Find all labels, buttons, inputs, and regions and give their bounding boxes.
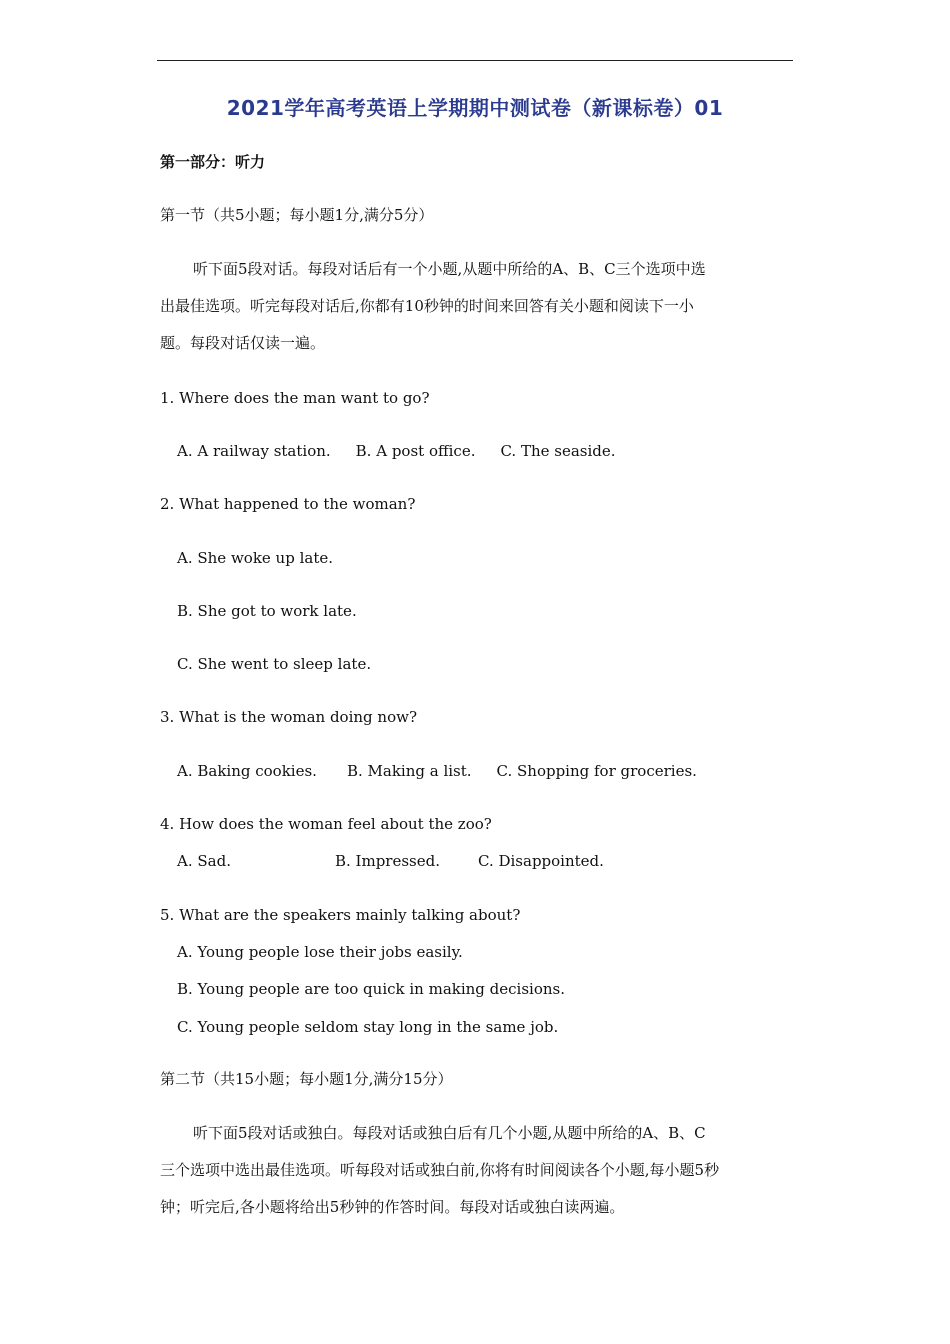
- question-4: 4. How does the woman feel about the zoo?: [160, 815, 492, 833]
- header-rule: [157, 60, 793, 61]
- option: B. Making a list.: [346, 762, 472, 780]
- option: A. Sad.: [177, 852, 231, 870]
- option: A. She woke up late.: [177, 549, 333, 567]
- section1-instruction-line: 出最佳选项。听完每段对话后,你都有10秒钟的时间来回答有关小题和阅读下一小: [160, 297, 694, 315]
- document-title: 2021学年高考英语上学期期中测试卷（新课标卷）01: [226, 96, 724, 120]
- section1-instruction-line: 听下面5段对话。每段对话后有一个小题,从题中所给的A、B、C三个选项中选: [193, 260, 706, 278]
- question-1: 1. Where does the man want to go?: [160, 389, 430, 407]
- option: A. Young people lose their jobs easily.: [177, 943, 463, 961]
- question-5: 5. What are the speakers mainly talking about?: [160, 906, 521, 924]
- option: C. Young people seldom stay long in the same job.: [177, 1018, 559, 1036]
- question-3: 3. What is the woman doing now?: [160, 708, 417, 726]
- part1-heading: 第一部分：听力: [160, 153, 266, 171]
- option: C. She went to sleep late.: [177, 655, 372, 673]
- option: C. Disappointed.: [478, 852, 604, 870]
- option: B. A post office.: [355, 442, 476, 460]
- option: B. She got to work late.: [177, 602, 357, 620]
- section2-heading: 第二节（共15小题；每小题1分,满分15分）: [160, 1070, 453, 1088]
- question-3-options: [177, 761, 697, 781]
- option: B. Impressed.: [335, 852, 440, 870]
- section2-instruction-line: 钟；听完后,各小题将给出5秒钟的作答时间。每段对话或独白读两遍。: [160, 1198, 625, 1216]
- option: C. The seaside.: [500, 442, 616, 460]
- section1-heading: 第一节（共5小题；每小题1分,满分5分）: [160, 206, 434, 224]
- section2-instruction-line: 听下面5段对话或独白。每段对话或独白后有几个小题,从题中所给的A、B、C: [193, 1124, 706, 1142]
- question-2: 2. What happened to the woman?: [160, 495, 416, 513]
- option: A. A railway station.: [177, 442, 331, 460]
- option: C. Shopping for groceries.: [496, 762, 697, 780]
- option: B. Young people are too quick in making decisions.: [177, 980, 566, 998]
- section1-instruction-line: 题。每段对话仅读一遍。: [160, 334, 326, 352]
- question-1-options: [177, 441, 616, 461]
- option: A. Baking cookies.: [177, 762, 317, 780]
- section2-instruction-line: 三个选项中选出最佳选项。听每段对话或独白前,你将有时间阅读各个小题,每小题5秒: [160, 1161, 720, 1179]
